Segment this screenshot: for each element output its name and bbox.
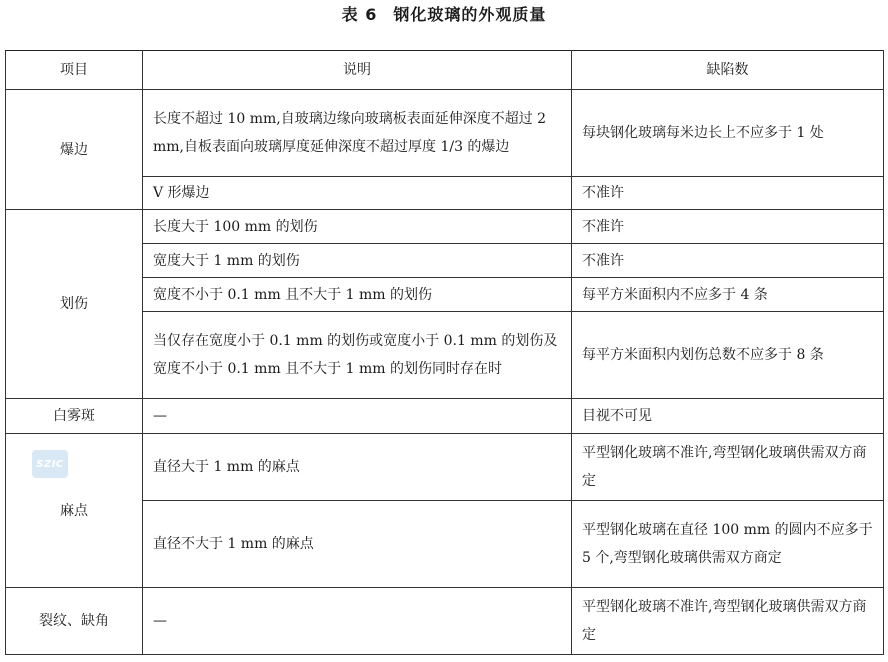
header-defects: 缺陷数 <box>572 51 884 90</box>
table-row <box>6 210 884 244</box>
description-cell: V 形爆边 <box>143 177 572 210</box>
item-white-fog: 白雾斑 <box>6 399 143 434</box>
table-caption: 钢化玻璃的外观质量 <box>393 5 547 24</box>
defect-cell: 平型钢化玻璃不准许,弯型钢化玻璃供需双方商定 <box>572 588 884 655</box>
description-cell: 直径不大于 1 mm 的麻点 <box>143 501 572 588</box>
defect-cell: 不准许 <box>572 244 884 278</box>
defect-cell: 平型钢化玻璃不准许,弯型钢化玻璃供需双方商定 <box>572 434 884 501</box>
defect-cell: 每块钢化玻璃每米边长上不应多于 1 处 <box>572 90 884 177</box>
item-crack: 裂纹、缺角 <box>6 588 143 655</box>
description-cell: 直径大于 1 mm 的麻点 <box>143 434 572 501</box>
table-title <box>0 4 888 26</box>
description-cell: 当仅存在宽度小于 0.1 mm 的划伤或宽度小于 0.1 mm 的划伤及宽度不小于 0.1 mm 且不大于 1 mm 的划伤同时存在时 <box>143 312 572 399</box>
table-number: 表 6 <box>341 5 378 24</box>
header-item: 项目 <box>6 51 143 90</box>
table-row <box>6 90 884 177</box>
defect-cell: 不准许 <box>572 177 884 210</box>
description-cell: 宽度不小于 0.1 mm 且不大于 1 mm 的划伤 <box>143 278 572 312</box>
description-cell: — <box>143 588 572 655</box>
description-cell: — <box>143 399 572 434</box>
description-cell: 长度大于 100 mm 的划伤 <box>143 210 572 244</box>
watermark-logo <box>32 450 68 478</box>
item-edge-chip: 爆边 <box>6 90 143 210</box>
table-row <box>6 399 884 434</box>
table-header-row <box>6 51 884 90</box>
appearance-quality-table <box>5 50 884 655</box>
defect-cell: 每平方米面积内不应多于 4 条 <box>572 278 884 312</box>
item-pits: 麻点 <box>6 434 143 588</box>
defect-cell: 不准许 <box>572 210 884 244</box>
defect-cell: 平型钢化玻璃在直径 100 mm 的圆内不应多于 5 个,弯型钢化玻璃供需双方商定 <box>572 501 884 588</box>
defect-cell: 每平方米面积内划伤总数不应多于 8 条 <box>572 312 884 399</box>
item-scratch: 划伤 <box>6 210 143 399</box>
table-row <box>6 588 884 655</box>
header-description: 说明 <box>143 51 572 90</box>
description-cell: 宽度大于 1 mm 的划伤 <box>143 244 572 278</box>
description-cell: 长度不超过 10 mm,自玻璃边缘向玻璃板表面延伸深度不超过 2 mm,自板表面向玻璃厚度延伸深度不超过厚度 1/3 的爆边 <box>143 90 572 177</box>
table-row <box>6 434 884 501</box>
watermark-text: SZIC <box>36 458 64 470</box>
defect-cell: 目视不可见 <box>572 399 884 434</box>
